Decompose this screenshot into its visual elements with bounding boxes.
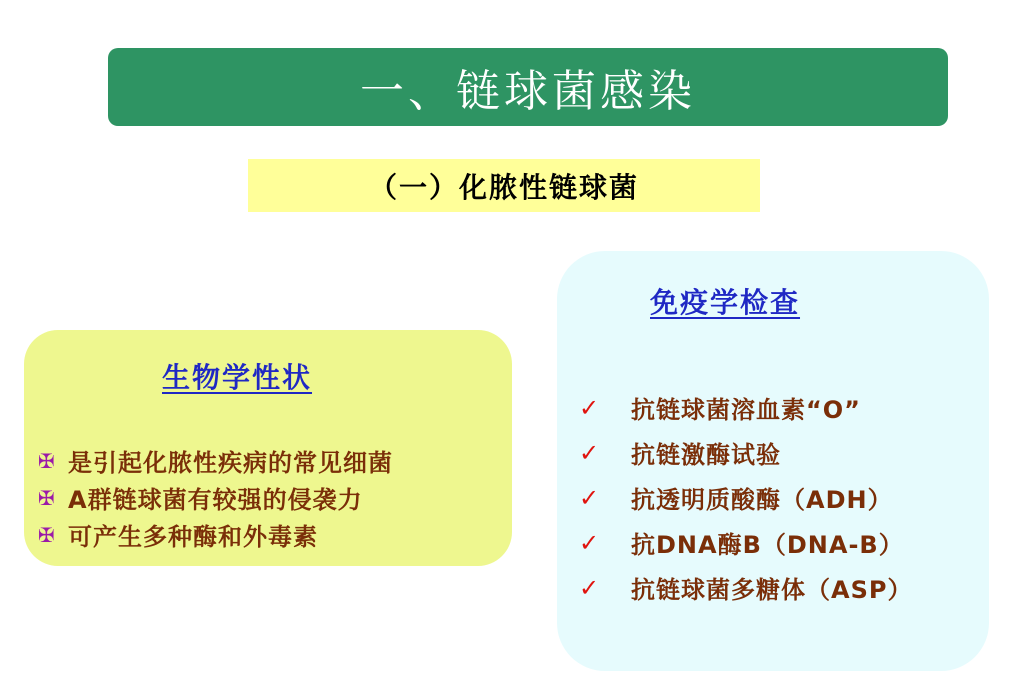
biology-item-text: 可产生多种酶和外毒素 bbox=[68, 523, 318, 551]
biology-panel bbox=[24, 330, 512, 566]
list-item bbox=[38, 479, 393, 516]
immunology-item-text: 抗透明质酸酶（ADH） bbox=[631, 486, 893, 514]
biology-item-text: 是引起化脓性疾病的常见细菌 bbox=[68, 449, 393, 477]
list-item bbox=[579, 475, 912, 520]
immunology-item-text: 抗链激酶试验 bbox=[631, 441, 781, 469]
check-icon: ✓ bbox=[579, 438, 601, 467]
title-banner bbox=[108, 48, 948, 126]
check-icon: ✓ bbox=[579, 483, 601, 512]
biology-list bbox=[38, 442, 393, 553]
cross-bullet-icon: ✠ bbox=[38, 485, 56, 510]
list-item bbox=[579, 565, 912, 610]
immunology-list bbox=[579, 385, 912, 610]
immunology-item-text: 抗DNA酶B（DNA-B） bbox=[631, 531, 904, 559]
check-icon: ✓ bbox=[579, 573, 601, 602]
list-item bbox=[579, 430, 912, 475]
subtitle-banner bbox=[248, 159, 760, 212]
cross-bullet-icon: ✠ bbox=[38, 448, 56, 473]
list-item bbox=[38, 442, 393, 479]
slide-subtitle: （一）化脓性链球菌 bbox=[368, 170, 639, 204]
immunology-panel bbox=[557, 251, 989, 671]
list-item bbox=[38, 516, 393, 553]
biology-item-text: A群链球菌有较强的侵袭力 bbox=[68, 486, 363, 514]
biology-heading: 生物学性状 bbox=[162, 361, 313, 394]
check-icon: ✓ bbox=[579, 528, 601, 557]
immunology-item-text: 抗链球菌多糖体（ASP） bbox=[631, 576, 913, 604]
slide-title: 一、链球菌感染 bbox=[360, 66, 696, 117]
list-item bbox=[579, 385, 912, 430]
list-item bbox=[579, 520, 912, 565]
cross-bullet-icon: ✠ bbox=[38, 522, 56, 547]
immunology-heading: 免疫学检查 bbox=[650, 286, 801, 319]
immunology-item-text: 抗链球菌溶血素“O” bbox=[631, 396, 861, 424]
check-icon: ✓ bbox=[579, 393, 601, 422]
